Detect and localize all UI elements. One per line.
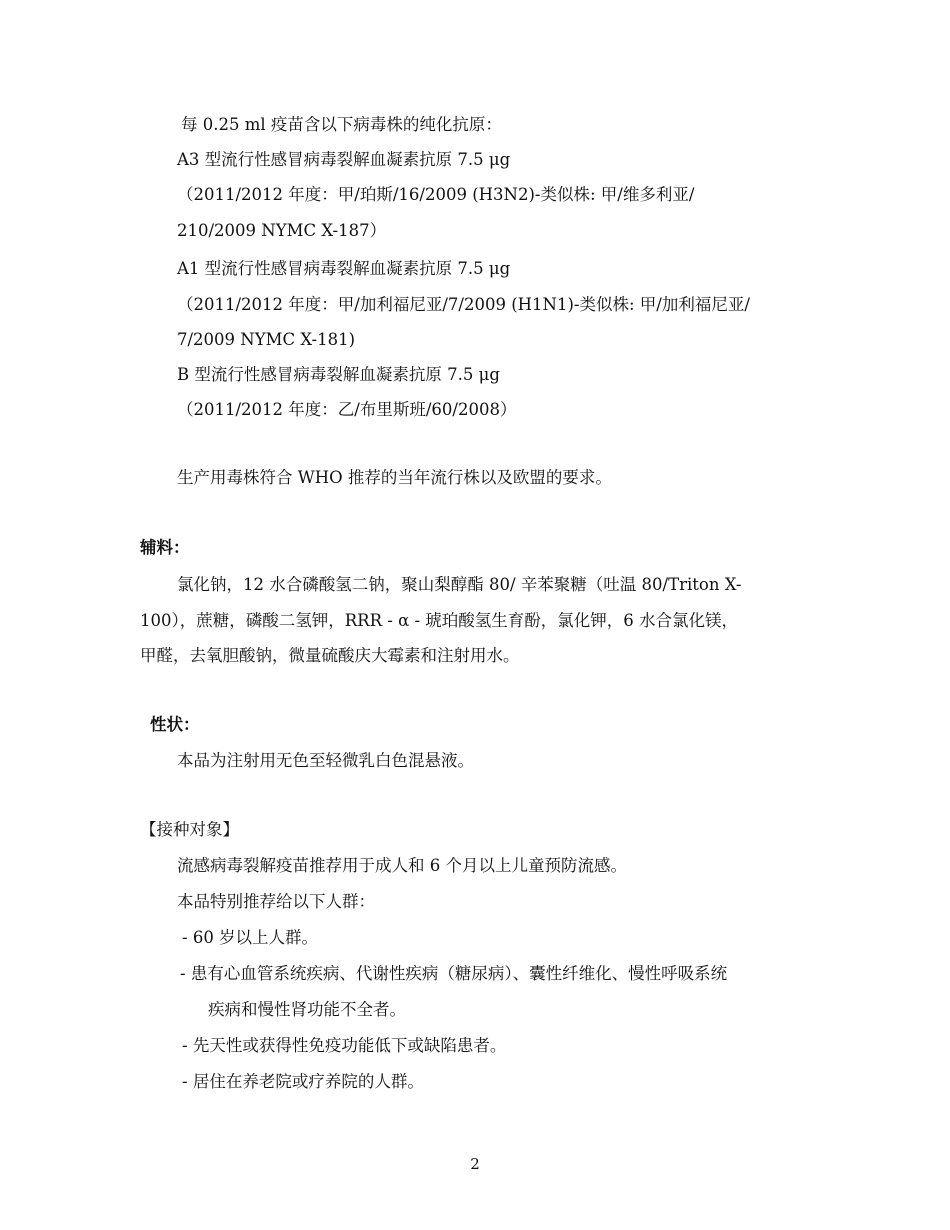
- excipients-line1: 氯化钠，12 水合磷酸氢二钠，聚山梨醇酯 80/ 辛苯聚糖（吐温 80/Triton X-: [177, 575, 742, 594]
- a3-antigen: A3 型流行性感冒病毒裂解血凝素抗原 7.5 μg: [177, 150, 511, 169]
- target-line2: 本品特别推荐给以下人群：: [177, 892, 375, 911]
- target-bullet-2-line1: - 患有心血管系统疾病、代谢性疾病（糖尿病）、囊性纤维化、慢性呼吸系统: [180, 964, 728, 983]
- target-bullet-3: - 先天性或获得性免疫功能低下或缺陷患者。: [182, 1036, 507, 1055]
- target-bullet-1: - 60 岁以上人群。: [182, 928, 319, 947]
- target-bullet-4: - 居住在养老院或疗养院的人群。: [182, 1072, 424, 1091]
- a1-strain-line2: 7/2009 NYMC X-181): [177, 330, 356, 349]
- a1-antigen: A1 型流行性感冒病毒裂解血凝素抗原 7.5 μg: [177, 259, 511, 278]
- b-antigen: B 型流行性感冒病毒裂解血凝素抗原 7.5 μg: [177, 365, 500, 384]
- a3-strain-line2: 210/2009 NYMC X-187）: [177, 221, 387, 240]
- who-note: 生产用毒株符合 WHO 推荐的当年流行株以及欧盟的要求。: [177, 468, 612, 487]
- target-bullet-2-line2: 疾病和慢性肾功能不全者。: [208, 1000, 406, 1019]
- properties-heading: 性状：: [150, 715, 200, 734]
- b-strain: （2011/2012 年度：乙/布里斯班/60/2008）: [177, 400, 517, 419]
- target-heading: 【接种对象】: [140, 820, 239, 839]
- excipients-line3: 甲醛，去氧胆酸钠，微量硫酸庆大霉素和注射用水。: [140, 646, 520, 665]
- composition-intro: 每 0.25 ml 疫苗含以下病毒株的纯化抗原：: [181, 115, 502, 134]
- a1-strain-line1: （2011/2012 年度：甲/加利福尼亚/7/2009 (H1N1)-类似株: 甲/加利福尼亚/: [177, 295, 750, 314]
- a3-strain-line1: （2011/2012 年度：甲/珀斯/16/2009 (H3N2)-类似株: 甲/维多利亚/: [177, 185, 695, 204]
- excipients-line2: 100），蔗糖，磷酸二氢钾，RRR - α - 琥珀酸氢生育酚，氯化钾，6 水合氯化镁，: [140, 611, 739, 630]
- page-number: 2: [470, 1155, 480, 1173]
- excipients-heading: 辅料：: [140, 538, 190, 557]
- target-line1: 流感病毒裂解疫苗推荐用于成人和 6 个月以上儿童预防流感。: [177, 856, 627, 875]
- properties-text: 本品为注射用无色至轻微乳白色混悬液。: [177, 751, 474, 770]
